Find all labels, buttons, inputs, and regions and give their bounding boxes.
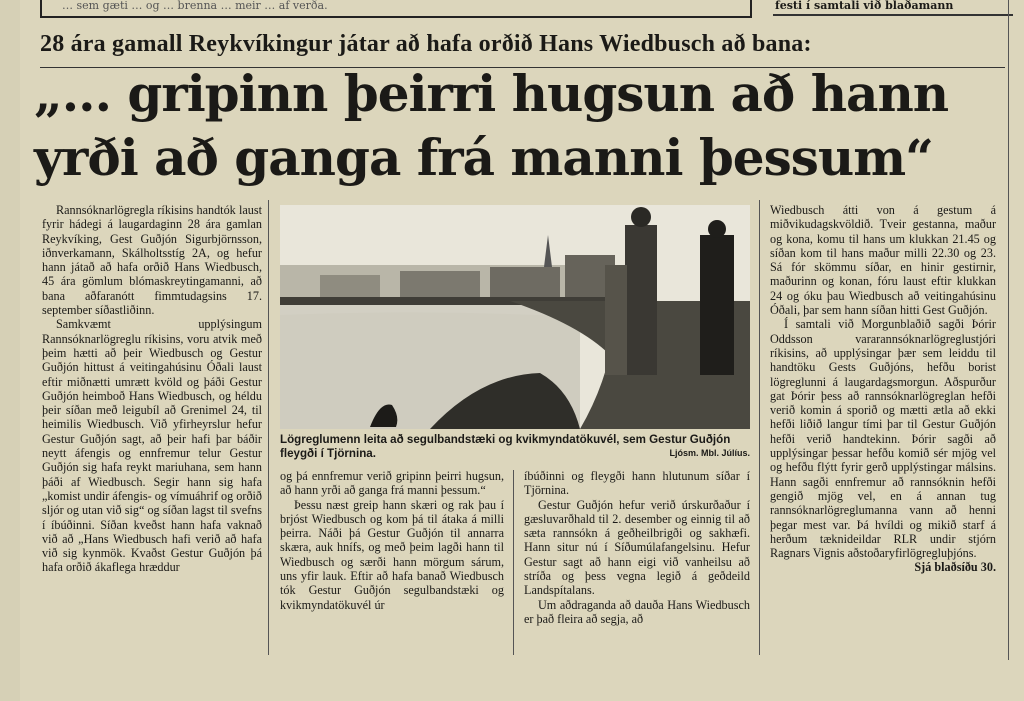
paragraph: Þessu næst greip hann skæri og rak þau í brjóst Wiedbusch og kom þá til átaka á milli þeirra. Náði þá Gestur Guðjón til annarra skæra, auk hnífs, og með þeim lagði hann til Wiedbusch og særði hann mörgum sárum, uns yfir lauk. Eftir að hafa banað Wiedbusch tók Gestur Guðjón segulbandstæki og kvikmyndatökuvél úr	[280, 497, 504, 612]
photo-credit: Ljósm. Mbl. Júlíus.	[669, 448, 750, 458]
previous-article-box	[40, 0, 752, 18]
paragraph: Rannsóknarlögregla ríkisins handtók laust fyrir hádegi á laugardaginn 28 ára gamlan Reykvíking, Gest Guðjón Sigurbjörnsson, iðnverkamann, Skálholtsstíg 2A, og hefur hann játað að hafa orðið Hans Wiedbusch, 45 ára gömlum blómaskreytingamanni, að bana aðfaranótt fimmtudagsins 17. september síðastliðinn.	[42, 203, 262, 318]
kicker-headline: 28 ára gamall Reykvíkingur játar að hafa orðið Hans Wiedbusch að bana:	[40, 31, 812, 57]
headline-line-1: „... gripinn þeirri hugsun að hann	[34, 64, 949, 123]
article-column-2	[280, 469, 504, 655]
main-headline	[34, 62, 1009, 190]
paragraph: Um aðdraganda að dauða Hans Wiedbusch er það fleira að segja, að	[524, 597, 750, 626]
column-rule	[759, 200, 760, 655]
news-photo	[280, 205, 750, 429]
paragraph: íbúðinni og fleygði hann hlutunum síðar í Tjörnina.	[524, 469, 750, 498]
paragraph: Í samtali við Morgunblaðið sagði Þórir Oddsson vararannsóknarlögreglustjóri ríkisins, að upplýsingar þær sem leiddu til handtöku Gests Guðjóns, hefðu borist lögreglunni á laugardagsmorgun. Aðspurður gat Þórir þess að rannsóknarlögreglan hefði verið komin á sporið og mætti ætla að ekki hefði liðið langur tími þar til Gestur Guðjón hefði verið handtekinn. Þórir sagði að upplýsingar þessar hefðu komið sér mjög vel og hefðu flýtt fyrir gerð upplýstingar málsins. Hann sagði ennfremur að rannsóknin hefði gengið mjög vel, en á annan tug rannsóknarlögreglumanna vann að henni þegar mest var. Þá hvíldi og mikið starf á herðum tæknideildar RLR undir stjórn Ragnars Vignis aðstoðaryfirlögregluþjóns.	[770, 317, 996, 561]
top-right-rule	[773, 14, 1013, 16]
tjornin-lake-photo	[280, 205, 750, 429]
paragraph: Gestur Guðjón hefur verið úrskurðaður í gæsluvarðhald til 2. desember og einnig til að sæta rannsókn á geðheilbrigði og sakhæfi. Hann situr nú í Síðumúlafangelsinu. Hefur Gestur sagt að hann eigi við vanheilsu að stríða og þess vegna legið á geðdeild Landspítalans.	[524, 497, 750, 598]
caption-text: Lögreglumenn leita að segulbandstæki og kvikmyndatökuvél, sem Gestur Guðjón fleygði í Tjörnina.	[280, 433, 731, 460]
photo-caption	[280, 433, 750, 461]
column-rule	[268, 200, 269, 655]
headline-line-2: yrði að ganga frá manni þessum“	[34, 128, 933, 187]
column-rule	[513, 470, 514, 655]
article-column-1	[42, 203, 262, 655]
continued-on-page: Sjá blaðsíðu 30.	[914, 560, 996, 575]
article-column-3	[524, 469, 750, 655]
paragraph: Samkvæmt upplýsingum Rannsóknarlögreglu ríkisins, voru atvik með þeim hætti að þeir Wiedbusch og Gestur Guðjón hittust á veitingahúsinu Óðali laust eftir miðnætti umrætt kvöld og þáði Gestur Guðjón heimboð Hans Wiedbusch, og héldu þeir síðan með leigubíl að Grenimel 24, til heimilis Wiedbusch. Við yfirheyrslur hefur Gestur Guðjón sagt, að þeir hafi þar báðir neytt áfengis og ennfremur telur Gestur Guðjón sig hafa reykt mariuhana, sem hann þáði af Wiedbusch. Segir hann sig hafa „komist undir áfengis- og vímuáhrif og orðið sljór og utan við sig“ og síðan lagst til svefns í íbúðinni. Síðan kveðst hann hafa vaknað við að „Hans Wiedbusch hafi verið að hafa við sig kynmök. Kvaðst Gestur Guðjón þá hafa orðið ákaflega hræddur	[42, 317, 262, 575]
previous-article-text: … sem gæti … og … brenna … meir … af verða.	[62, 0, 328, 12]
paragraph: og þá ennfremur verið gripinn þeirri hugsun, að hann yrði að ganga frá manni þessum.“	[280, 469, 504, 498]
article-column-4	[770, 203, 996, 655]
paragraph: Wiedbusch átti von á gestum á miðvikudagskvöldið. Tveir gestanna, maður og kona, komu til hans um klukkan 21.45 og síðan kom til hans maður milli 22.30 og 23. Sá fór skömmu síðar, en hinir gestirnir, maðurinn og konan, fóru laust eftir klukkan 24 og óku þau Wiedbusch að veitingahúsinu Óðali, þar sem hann síðan hitti Gest Guðjón.	[770, 203, 996, 318]
page-edge-rule	[1008, 0, 1009, 660]
top-right-text: festi í samtali við blaðamann	[775, 0, 954, 12]
